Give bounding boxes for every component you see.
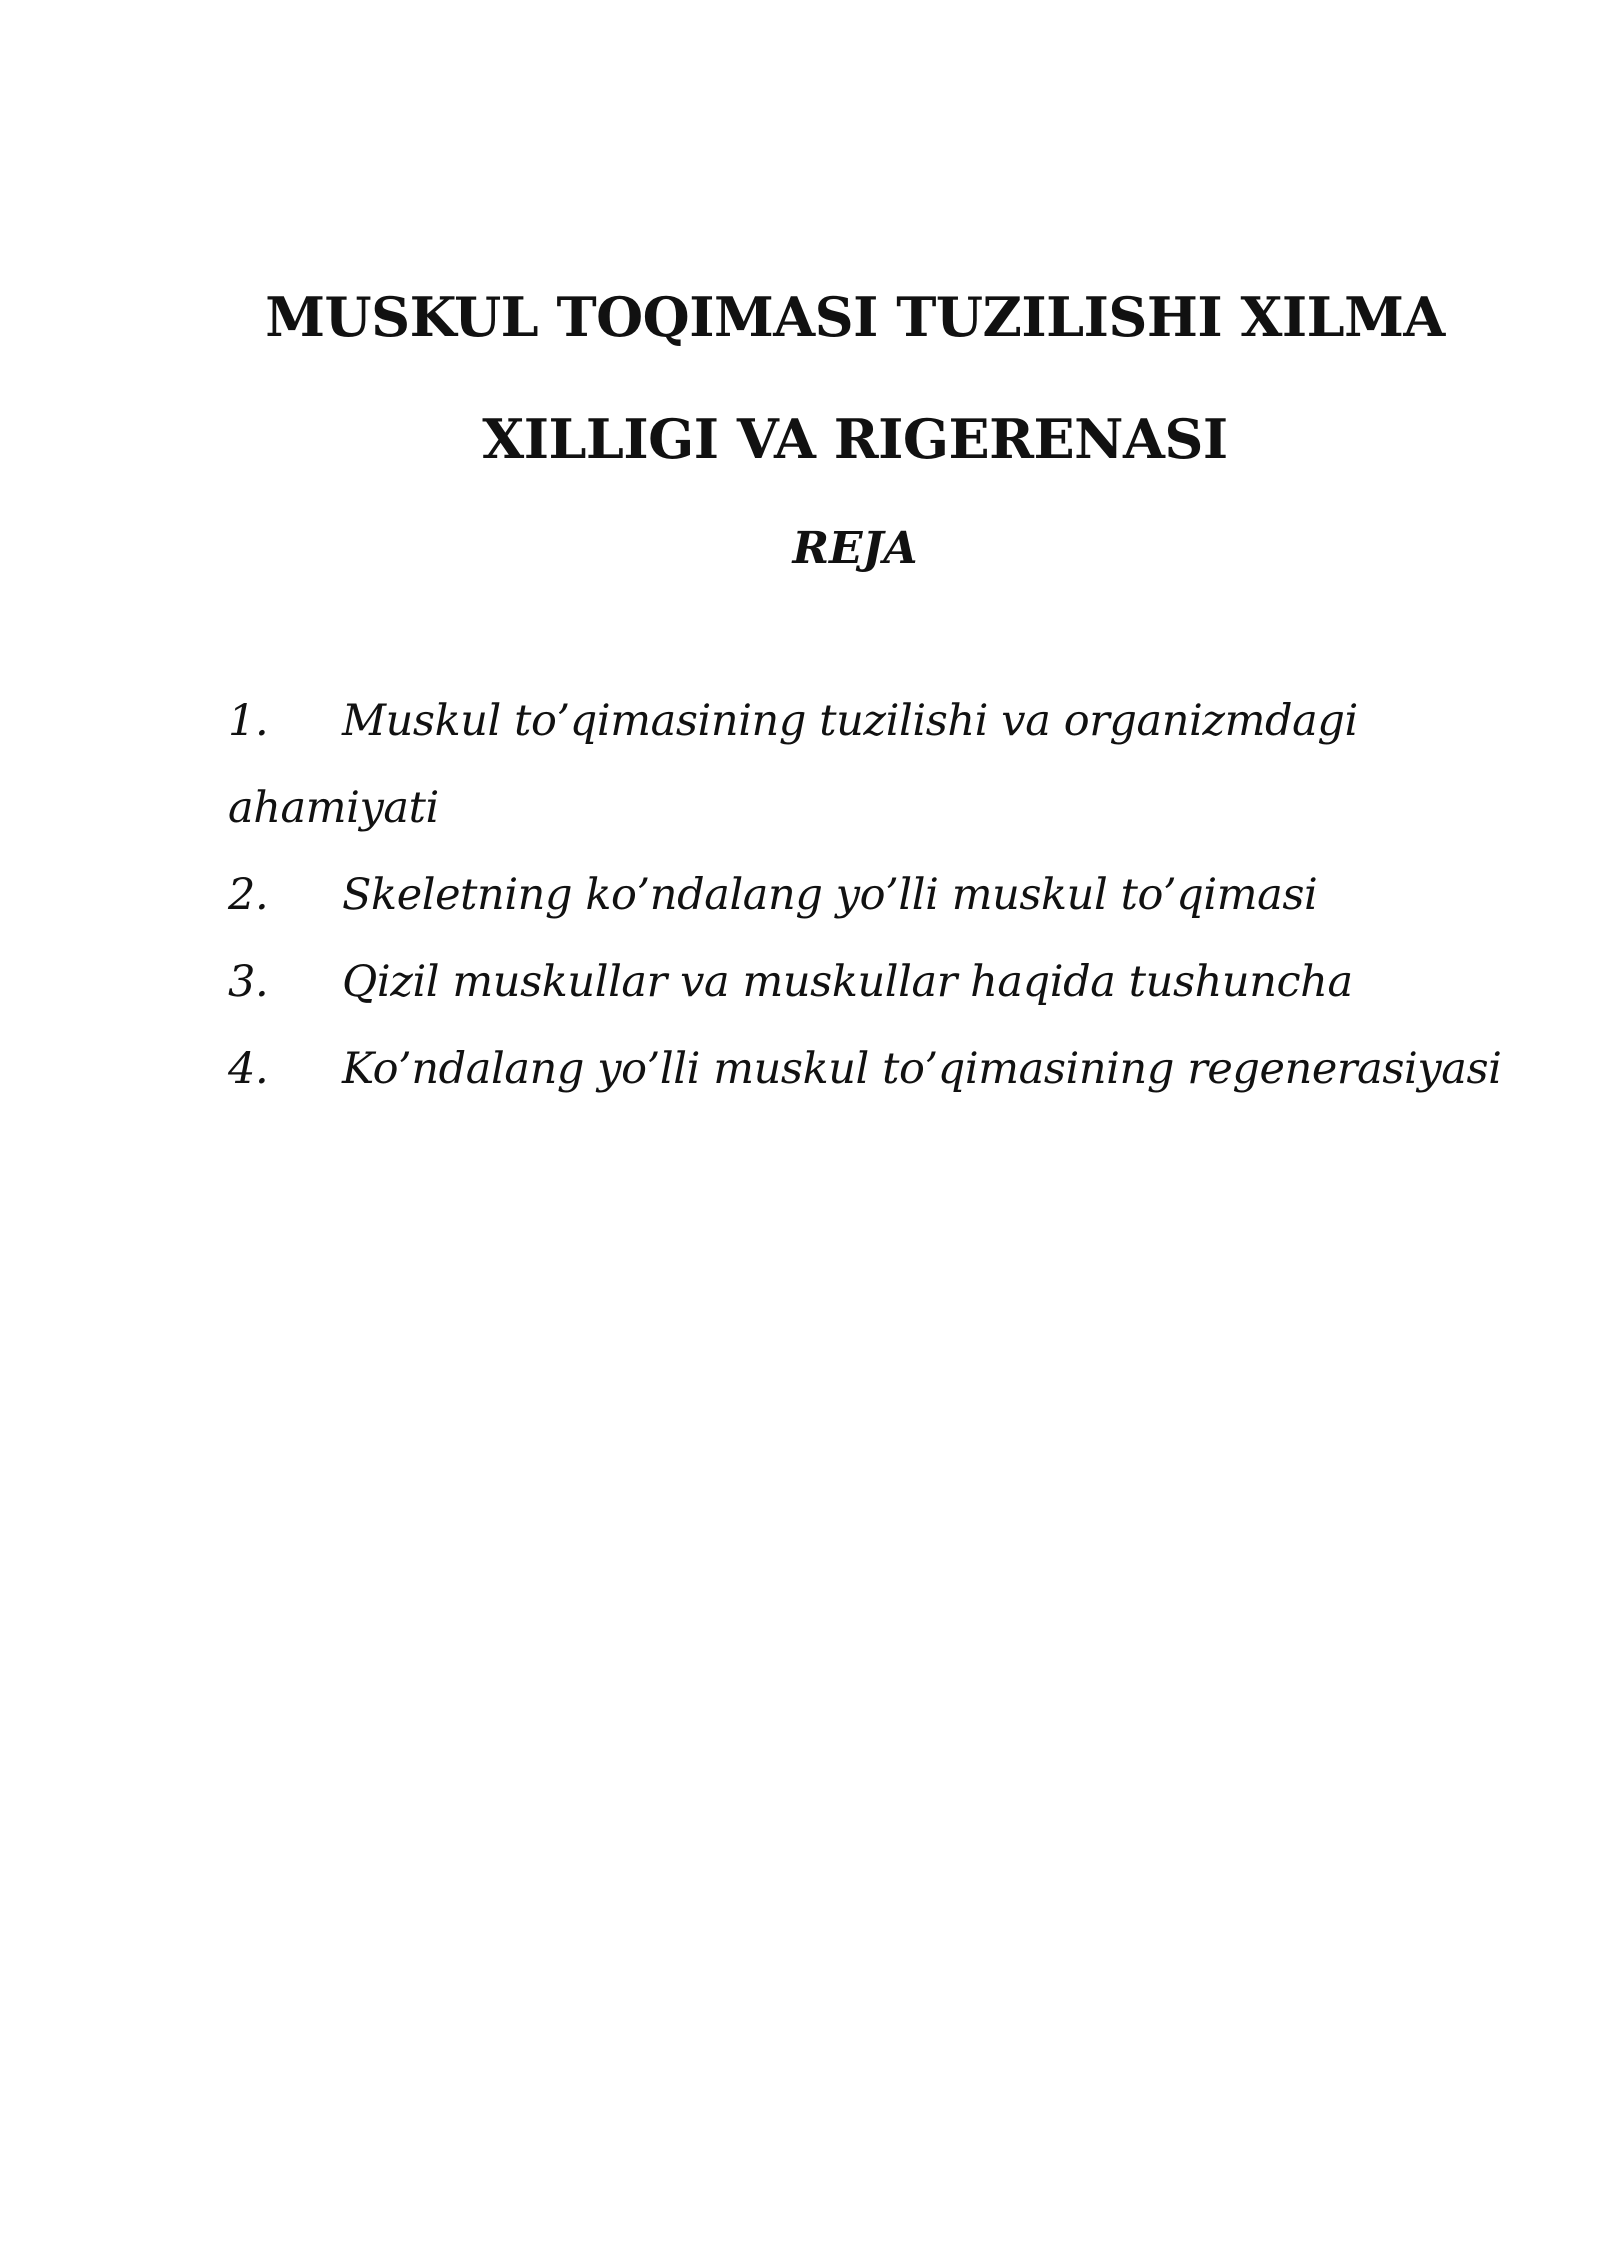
- plan-heading: REJA: [792, 523, 918, 574]
- plan-item-text: Skeletning ko’ndalang yo’lli muskul to’qimasi: [342, 870, 1318, 920]
- plan-item-text: Ko’ndalang yo’lli muskul to’qimasining regenerasiyasi: [342, 1044, 1502, 1094]
- plan-item-number: 3.: [228, 957, 269, 1007]
- plan-item-number: 1.: [228, 696, 269, 746]
- plan-item-text-continuation: ahamiyati: [228, 783, 439, 833]
- document-title-line-2: XILLIGI VA RIGERENASI: [482, 407, 1228, 471]
- document-title-line-1: MUSKUL TOQIMASI TUZILISHI XILMA: [265, 285, 1445, 349]
- plan-item-text: Qizil muskullar va muskullar haqida tushuncha: [342, 957, 1353, 1007]
- plan-item-number: 4.: [228, 1044, 269, 1094]
- plan-item-text: Muskul to’qimasining tuzilishi va organizmdagi: [342, 696, 1358, 746]
- plan-item-number: 2.: [228, 870, 269, 920]
